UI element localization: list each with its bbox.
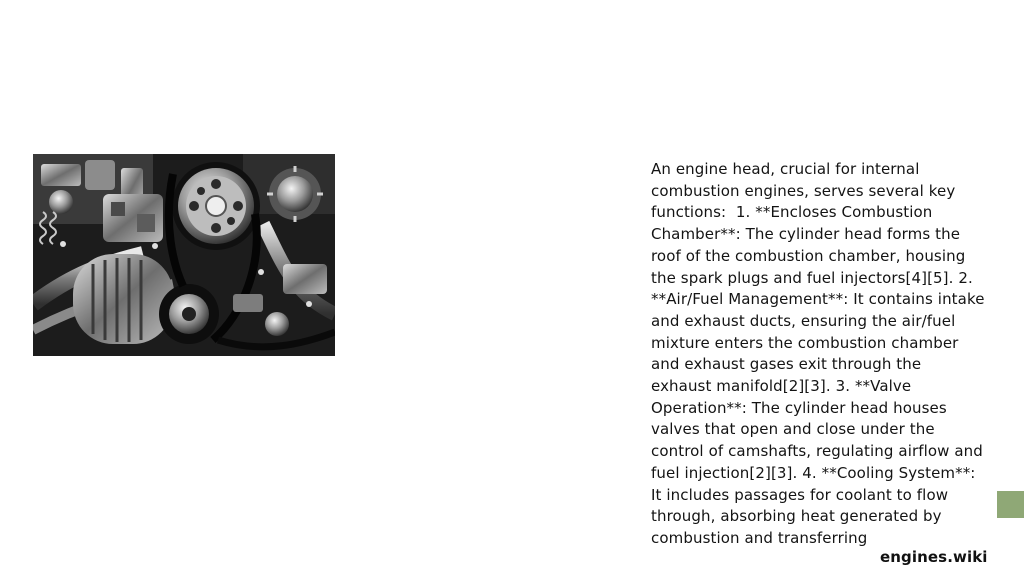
site-watermark: engines.wiki — [880, 548, 988, 566]
accent-square — [997, 491, 1024, 518]
engine-photo — [33, 154, 335, 356]
engine-head-description: An engine head, crucial for internal combustion engines, serves several key functions: 1. **Encloses Combustion Chamber**: The cylinder head forms the roof of the combustion chamber, housing the spark plugs and fuel injectors[4][5]. 2. **Air/Fuel Management**: It contains intake and exhaust ducts, ensuring the air/fuel mixture enters the combustion chamber and exhaust gases exit through the exhaust manifold[2][3]. 3. **Valve Operation**: The cylinder head houses valves that open and close under the control of camshafts, regulating airflow and fuel injection[2][3]. 4. **Cooling System**: It includes passages for coolant to flow through, absorbing heat generated by combustion and transferring — [651, 160, 990, 547]
